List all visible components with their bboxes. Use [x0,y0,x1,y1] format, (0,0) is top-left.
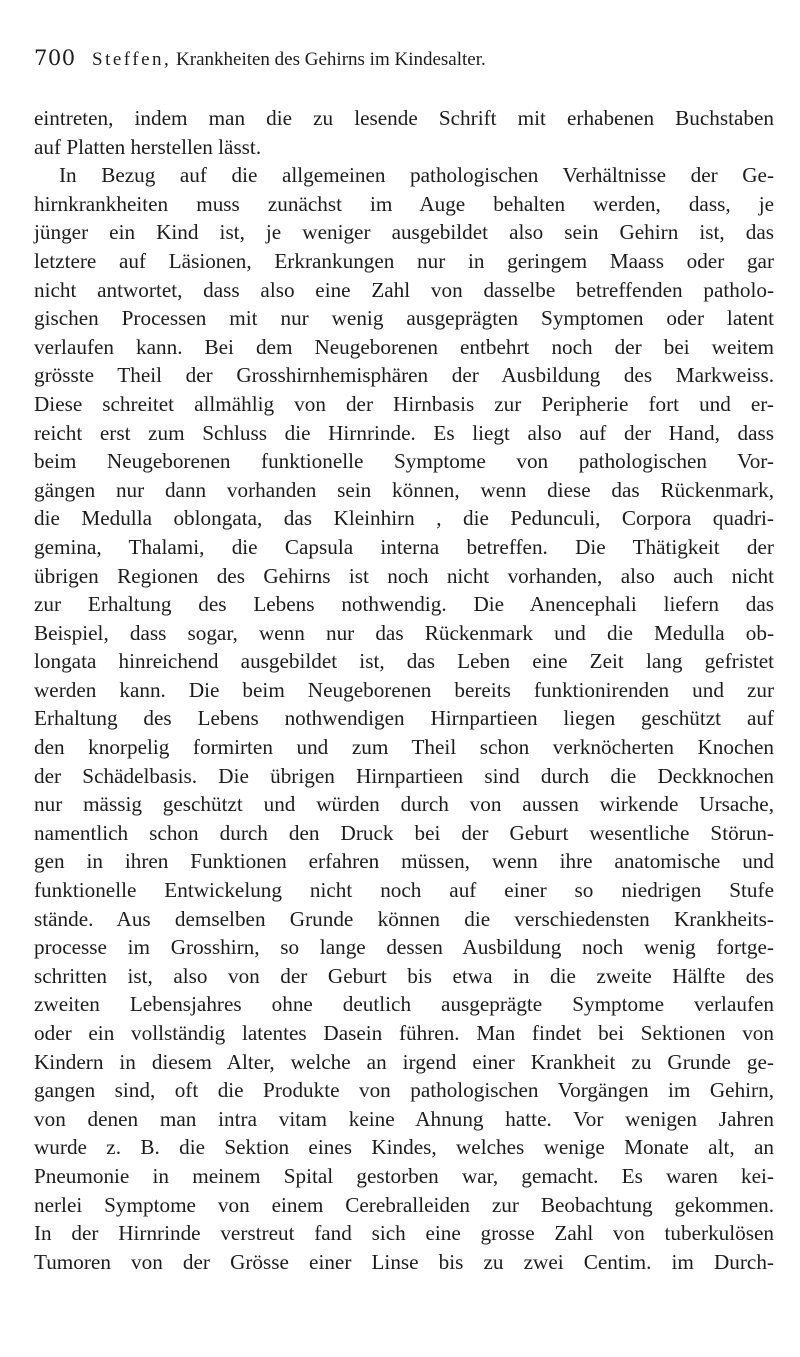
text-line: auf Platten herstellen lässt. [34,134,262,159]
text-line: werden kann. Die beim Neugeborenen bereits funktionirenden und zur [34,677,774,702]
text-line: gen in ihren Funktionen erfahren müssen, wenn ihre anatomische und [34,849,774,874]
text-line: oder ein vollständig latentes Dasein führen. Man findet bei Sektionen von [34,1021,774,1045]
text-line: letztere auf Läsionen, Erkrankungen nur in geringem Maass oder gar [34,248,774,273]
text-line: verlaufen kann. Bei dem Neugeborenen entbehrt noch der bei weitem [34,334,774,359]
body-text [34,104,774,1276]
text-line: zur Erhaltung des Lebens nothwendig. Die Anencephali liefern das [34,592,774,617]
text-line: jünger ein Kind ist, je weniger ausgebildet also sein Gehirn ist, das [34,220,774,245]
text-line: In Bezug auf die allgemeinen pathologischen Verhältnisse der Ge- [59,163,774,188]
text-line: grösste Theil der Grosshirnhemisphären der Ausbildung des Markweiss. [34,363,774,388]
text-line: reicht erst zum Schluss die Hirnrinde. Es liegt also auf der Hand, dass [34,420,774,445]
text-line: der Schädelbasis. Die übrigen Hirnpartieen sind durch die Deckknochen [34,763,774,788]
text-line: namentlich schon durch den Druck bei der Geburt wesentliche Störun- [34,820,774,845]
text-line: von denen man intra vitam keine Ahnung hatte. Vor wenigen Jahren [34,1106,774,1131]
text-line: gangen sind, oft die Produkte von pathologischen Vorgängen im Gehirn, [34,1078,774,1103]
text-line: beim Neugeborenen funktionelle Symptome von pathologischen Vor- [34,449,774,474]
chapter-title: Krankheiten des Gehirns im Kindesalter. [176,49,486,70]
text-line: gemina, Thalami, die Capsula interna betreffen. Die Thätigkeit der [34,534,774,559]
text-line: Erhaltung des Lebens nothwendigen Hirnpartieen liegen geschützt auf [34,706,774,731]
text-line: gängen nur dann vorhanden sein können, wenn diese das Rückenmark, [34,477,774,502]
running-header [34,46,774,86]
text-line: Kindern in diesem Alter, welche an irgend einer Krankheit zu Grunde ge- [34,1049,774,1074]
text-line: Pneumonie in meinem Spital gestorben war, gemacht. Es waren kei- [34,1163,774,1188]
book-page [34,46,774,1276]
text-line: schritten ist, also von der Geburt bis etwa in die zweite Hälfte des [34,963,774,988]
text-line: In der Hirnrinde verstreut fand sich eine grosse Zahl von tuberkulösen [34,1221,774,1246]
text-line: wurde z. B. die Sektion eines Kindes, welches wenige Monate alt, an [34,1135,774,1160]
author-name: Steffen, [92,49,172,70]
page-number: 700 [34,46,76,70]
text-line: processe im Grosshirn, so lange dessen Ausbildung noch wenig fortge- [34,935,774,960]
text-line: Tumoren von der Grösse einer Linse bis zu zwei Centim. im Durch- [34,1249,774,1274]
text-line: den knorpelig formirten und zum Theil schon verknöcherten Knochen [34,735,774,760]
text-line: nerlei Symptome von einem Cerebralleiden zur Beobachtung gekommen. [34,1192,774,1217]
text-line: zweiten Lebensjahres ohne deutlich ausgeprägte Symptome verlaufen [34,992,774,1017]
text-line: longata hinreichend ausgebildet ist, das Leben eine Zeit lang gefristet [34,649,774,674]
text-line: funktionelle Entwickelung nicht noch auf einer so niedrigen Stufe [34,878,774,903]
text-line: Diese schreitet allmählig von der Hirnbasis zur Peripherie fort und er- [34,391,774,416]
text-line: gischen Processen mit nur wenig ausgeprägten Symptomen oder latent [34,306,774,331]
text-line: eintreten, indem man die zu lesende Schrift mit erhabenen Buchstaben [34,106,774,130]
text-line: Beispiel, dass sogar, wenn nur das Rückenmark und die Medulla ob- [34,620,774,645]
text-line: die Medulla oblongata, das Kleinhirn , die Pedunculi, Corpora quadri- [34,506,774,531]
running-title [92,49,486,71]
text-line: übrigen Regionen des Gehirns ist noch nicht vorhanden, also auch nicht [34,563,774,588]
text-line: hirnkrankheiten muss zunächst im Auge behalten werden, dass, je [34,191,774,216]
text-line: nicht antwortet, dass also eine Zahl von dasselbe betreffenden patholo- [34,277,774,302]
text-line: stände. Aus demselben Grunde können die verschiedensten Krankheits- [34,906,774,931]
text-line: nur mässig geschützt und würden durch von aussen wirkende Ursache, [34,792,774,817]
